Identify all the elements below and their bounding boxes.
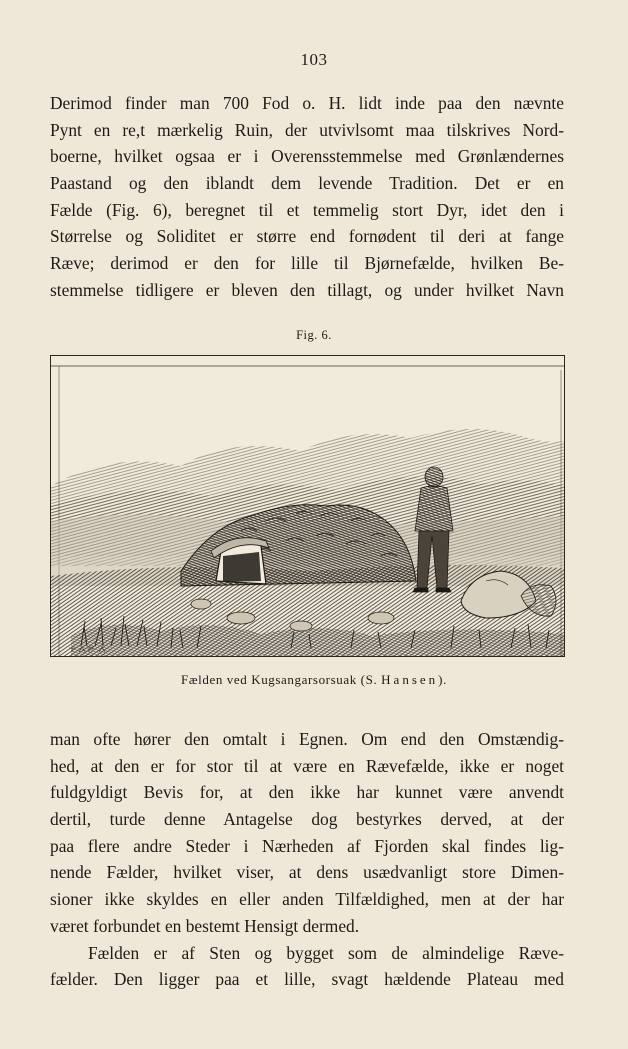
caption-end: ). (438, 672, 447, 687)
paragraph-top (50, 90, 564, 304)
caption-author: Hansen (381, 672, 439, 687)
engraving-trap-ruin (51, 356, 564, 656)
page-number: 103 (300, 50, 328, 69)
text-line: stemmelse tidligere er bleven den tillagt, og under hvilket Navn (50, 279, 564, 300)
paragraph-bottom (50, 726, 564, 993)
text-line: Fælden er af Sten og bygget som de almindelige Ræve- (88, 942, 564, 963)
text-line: dertil, turde denne Antagelse dog bestyrkes derved, at der (50, 809, 564, 830)
text-line: fuldgyldigt Bevis for, at den ikke har kunnet være anvendt (50, 782, 564, 803)
text-line: Størrelse og Soliditet er større end fornødent til deri at fange (50, 226, 564, 247)
text-line: boerne, hvilket ogsaa er i Overensstemmelse med Grønlændernes (50, 146, 564, 167)
text-line: Paastand og den iblandt dem levende Tradition. Det er en (50, 173, 564, 194)
figure-caption (0, 672, 628, 688)
text-line: Fælde (Fig. 6), beregnet til et temmelig stort Dyr, idet den i (50, 199, 564, 220)
text-line: Ræve; derimod er den for lille til Bjørnefælde, hvilken Be- (50, 253, 564, 274)
figure-illustration (50, 355, 565, 657)
text-line: Pynt en re,t mærkelig Ruin, der utvivlsomt maa tilskrives Nord- (50, 119, 564, 140)
caption-text: Fælden ved Kugsangarsorsuak (S. (181, 672, 378, 687)
text-line: hed, at den er for stor til at være en Rævefælde, ikke er noget (50, 755, 564, 776)
text-line: fælder. Den ligger paa et lille, svagt hældende Plateau med (50, 969, 564, 990)
text-line: været forbundet en bestemt Hensigt dermed. (50, 915, 360, 936)
figure-label: Fig. 6. (296, 328, 332, 342)
text-line: Derimod finder man 700 Fod o. H. lidt inde paa den nævnte (50, 93, 564, 113)
text-line: nende Fælder, hvilket viser, at dens usædvanligt store Dimen- (50, 862, 564, 883)
text-line: man ofte hører den omtalt i Egnen. Om end den Omstændig- (50, 729, 564, 749)
text-line: paa flere andre Steder i Nærheden af Fjorden skal findes lig- (50, 835, 564, 856)
text-line: sioner ikke skyldes en eller anden Tilfældighed, men at der har (50, 889, 564, 910)
